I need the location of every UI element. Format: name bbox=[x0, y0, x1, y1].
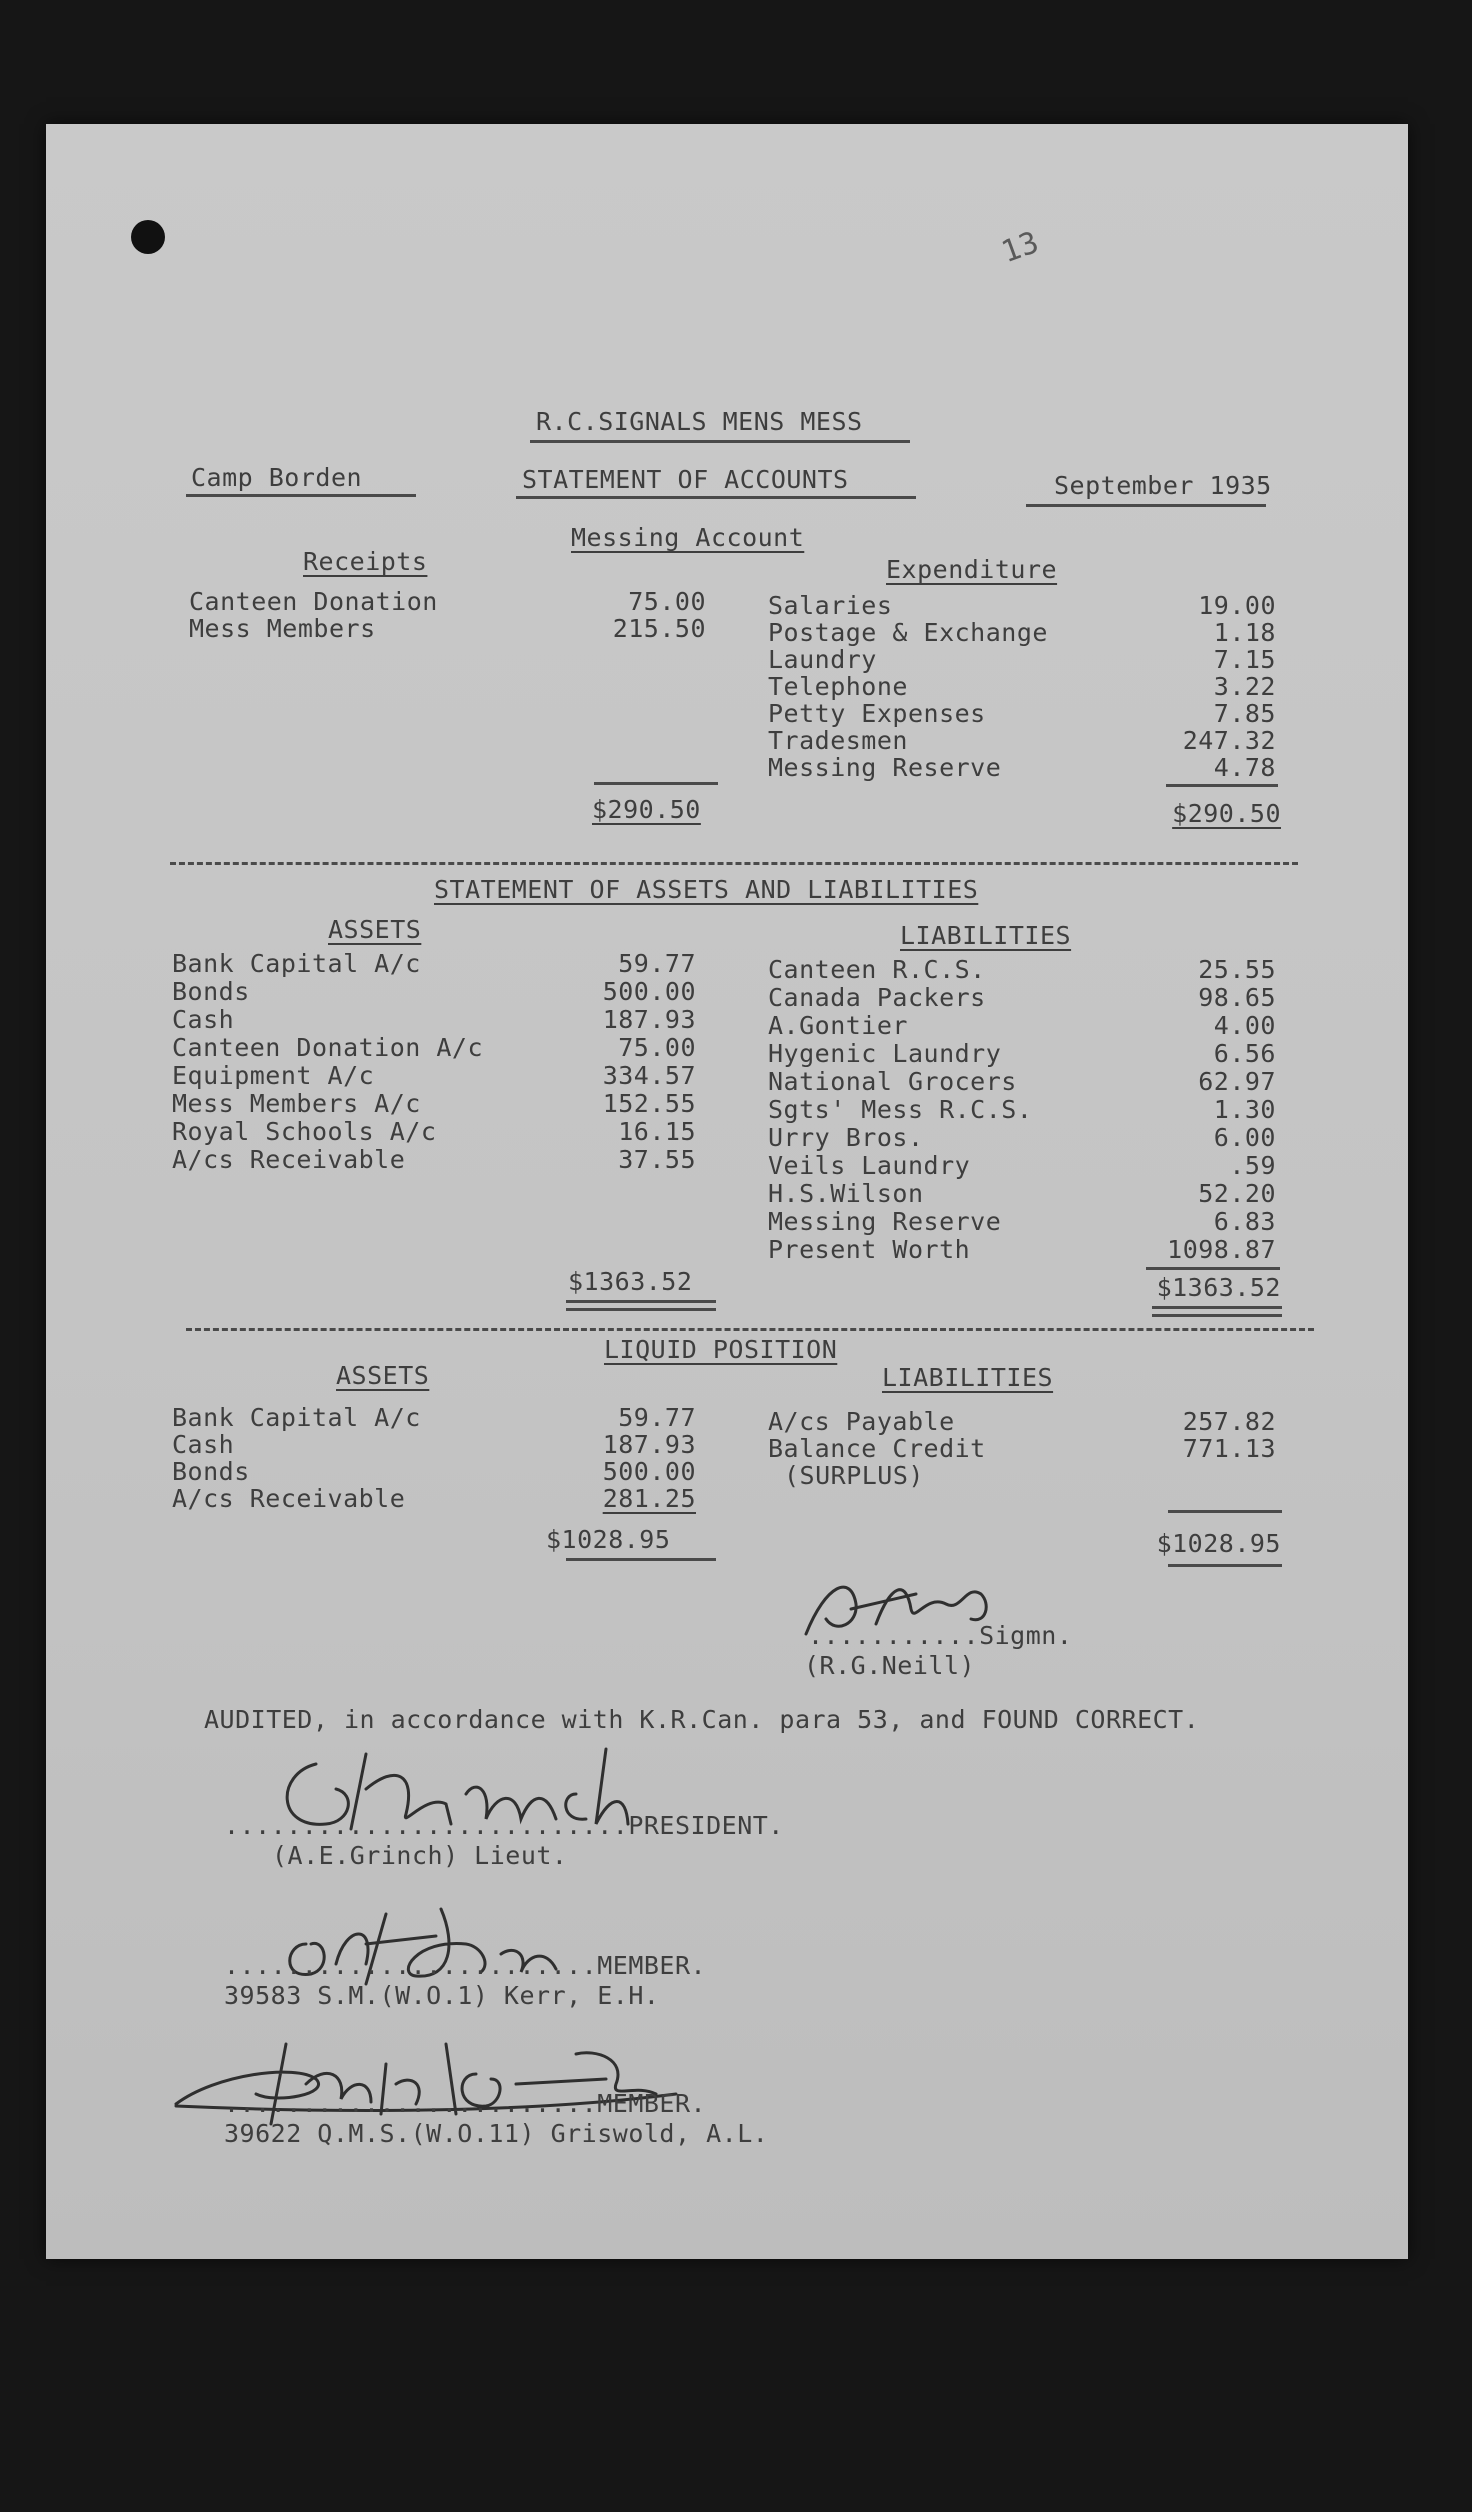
liability-amount: 6.56 bbox=[1213, 1039, 1276, 1068]
total-rule bbox=[594, 782, 718, 785]
liability-amount: 6.83 bbox=[1213, 1207, 1276, 1236]
asset-label: Bonds bbox=[172, 977, 250, 1006]
liquid-asset-label: Bonds bbox=[172, 1457, 250, 1486]
document-date: September 1935 bbox=[1054, 471, 1272, 500]
expenditure-amount: 19.00 bbox=[1198, 591, 1276, 620]
liquid-liability-amount: 771.13 bbox=[1182, 1434, 1276, 1463]
expenditure-label: Laundry bbox=[768, 645, 877, 674]
liquid-asset-amount: 500.00 bbox=[602, 1457, 696, 1486]
liability-amount: 6.00 bbox=[1213, 1123, 1276, 1152]
expenditure-label: Telephone bbox=[768, 672, 908, 701]
audit-statement: AUDITED, in accordance with K.R.Can. para 53, and FOUND CORRECT. bbox=[204, 1705, 1200, 1734]
asset-label: A/cs Receivable bbox=[172, 1145, 406, 1174]
expenditure-amount: 1.18 bbox=[1213, 618, 1276, 647]
liquid-liabilities-total: $1028.95 bbox=[1156, 1529, 1281, 1558]
messing-heading: Messing Account bbox=[571, 523, 805, 552]
liability-label: A.Gontier bbox=[768, 1011, 908, 1040]
receipt-amount: 215.50 bbox=[612, 614, 706, 643]
liquid-liability-label: A/cs Payable bbox=[768, 1407, 955, 1436]
member1-name: 39583 S.M.(W.O.1) Kerr, E.H. bbox=[224, 1981, 660, 2010]
total-rule bbox=[1146, 1267, 1280, 1270]
asset-label: Bank Capital A/c bbox=[172, 949, 421, 978]
expenditure-amount: 7.85 bbox=[1213, 699, 1276, 728]
liquid-asset-label: Cash bbox=[172, 1430, 235, 1459]
liquid-asset-amount: 187.93 bbox=[602, 1430, 696, 1459]
expenditure-heading: Expenditure bbox=[886, 555, 1058, 584]
margin-mark: 13 bbox=[996, 224, 1044, 271]
president-line: ..........................PRESIDENT. bbox=[224, 1811, 784, 1840]
total-double-rule bbox=[1152, 1314, 1282, 1317]
surplus-note: (SURPLUS) bbox=[784, 1461, 924, 1490]
liability-amount: 25.55 bbox=[1198, 955, 1276, 984]
title-underline bbox=[530, 440, 910, 443]
liability-label: Urry Bros. bbox=[768, 1123, 924, 1152]
asset-amount: 16.15 bbox=[618, 1117, 696, 1146]
liquid-assets-heading: ASSETS bbox=[336, 1361, 430, 1390]
member2-name: 39622 Q.M.S.(W.O.11) Griswold, A.L. bbox=[224, 2119, 769, 2148]
total-double-rule bbox=[566, 1308, 716, 1311]
liability-label: Messing Reserve bbox=[768, 1207, 1002, 1236]
document-subtitle: STATEMENT OF ACCOUNTS bbox=[522, 465, 849, 494]
asset-amount: 75.00 bbox=[618, 1033, 696, 1062]
liability-amount: 1.30 bbox=[1213, 1095, 1276, 1124]
liability-label: Present Worth bbox=[768, 1235, 971, 1264]
total-double-rule bbox=[1152, 1306, 1282, 1309]
liquid-assets-total: $1028.95 bbox=[546, 1525, 671, 1554]
asset-amount: 334.57 bbox=[602, 1061, 696, 1090]
liability-amount: 1098.87 bbox=[1167, 1235, 1276, 1264]
liquid-liability-label: Balance Credit bbox=[768, 1434, 986, 1463]
punch-hole bbox=[131, 220, 165, 254]
asset-label: Equipment A/c bbox=[172, 1061, 375, 1090]
total-double-rule bbox=[566, 1300, 716, 1303]
section-divider bbox=[170, 862, 1298, 865]
asset-amount: 152.55 bbox=[602, 1089, 696, 1118]
expenditure-amount: 4.78 bbox=[1213, 753, 1276, 782]
document-page bbox=[46, 124, 1408, 2259]
total-rule bbox=[566, 1558, 716, 1561]
expenditure-label: Salaries bbox=[768, 591, 893, 620]
liability-label: H.S.Wilson bbox=[768, 1179, 924, 1208]
expenditure-label: Petty Expenses bbox=[768, 699, 986, 728]
expenditure-amount: 247.32 bbox=[1182, 726, 1276, 755]
receipt-amount: 75.00 bbox=[628, 587, 706, 616]
total-rule bbox=[1168, 1564, 1282, 1567]
expenditure-label: Postage & Exchange bbox=[768, 618, 1048, 647]
liquid-asset-label: A/cs Receivable bbox=[172, 1484, 406, 1513]
liabilities-total: $1363.52 bbox=[1156, 1273, 1281, 1302]
liability-amount: .59 bbox=[1229, 1151, 1276, 1180]
liability-amount: 52.20 bbox=[1198, 1179, 1276, 1208]
document-title: R.C.SIGNALS MENS MESS bbox=[536, 407, 863, 436]
total-rule bbox=[1168, 1510, 1282, 1513]
liability-label: Canteen R.C.S. bbox=[768, 955, 986, 984]
asset-label: Royal Schools A/c bbox=[172, 1117, 437, 1146]
receipts-total: $290.50 bbox=[592, 795, 701, 824]
liability-amount: 98.65 bbox=[1198, 983, 1276, 1012]
subtitle-underline bbox=[516, 496, 916, 499]
liquid-liabilities-heading: LIABILITIES bbox=[882, 1363, 1054, 1392]
receipts-heading: Receipts bbox=[303, 547, 428, 576]
asset-amount: 187.93 bbox=[602, 1005, 696, 1034]
liquid-asset-amount: 281.25 bbox=[602, 1484, 696, 1513]
assets-liabilities-heading: STATEMENT OF ASSETS AND LIABILITIES bbox=[434, 875, 979, 904]
date-underline bbox=[1026, 504, 1266, 507]
liquid-asset-label: Bank Capital A/c bbox=[172, 1403, 421, 1432]
asset-label: Mess Members A/c bbox=[172, 1089, 421, 1118]
liability-amount: 62.97 bbox=[1198, 1067, 1276, 1096]
assets-heading: ASSETS bbox=[328, 915, 422, 944]
section-divider bbox=[186, 1328, 1314, 1331]
liability-label: Veils Laundry bbox=[768, 1151, 971, 1180]
asset-label: Canteen Donation A/c bbox=[172, 1033, 484, 1062]
liquid-liability-amount: 257.82 bbox=[1182, 1407, 1276, 1436]
liquid-asset-amount: 59.77 bbox=[618, 1403, 696, 1432]
location: Camp Borden bbox=[191, 463, 363, 492]
liability-label: National Grocers bbox=[768, 1067, 1017, 1096]
liabilities-heading: LIABILITIES bbox=[900, 921, 1072, 950]
receipt-label: Canteen Donation bbox=[189, 587, 438, 616]
member2-line: ........................MEMBER. bbox=[224, 2089, 707, 2118]
receipt-label: Mess Members bbox=[189, 614, 376, 643]
liability-label: Hygenic Laundry bbox=[768, 1039, 1002, 1068]
president-name: (A.E.Grinch) Lieut. bbox=[272, 1841, 568, 1870]
expenditure-label: Messing Reserve bbox=[768, 753, 1002, 782]
expenditure-amount: 3.22 bbox=[1213, 672, 1276, 701]
asset-amount: 59.77 bbox=[618, 949, 696, 978]
signer-line: ...........Sigmn. bbox=[808, 1621, 1073, 1650]
liquid-heading: LIQUID POSITION bbox=[604, 1335, 838, 1364]
location-underline bbox=[186, 494, 416, 497]
liability-label: Sgts' Mess R.C.S. bbox=[768, 1095, 1033, 1124]
asset-amount: 500.00 bbox=[602, 977, 696, 1006]
liability-label: Canada Packers bbox=[768, 983, 986, 1012]
expenditure-amount: 7.15 bbox=[1213, 645, 1276, 674]
signer-name: (R.G.Neill) bbox=[804, 1651, 976, 1680]
asset-label: Cash bbox=[172, 1005, 235, 1034]
liability-amount: 4.00 bbox=[1213, 1011, 1276, 1040]
total-rule bbox=[1166, 784, 1278, 787]
assets-total: $1363.52 bbox=[568, 1267, 693, 1296]
asset-amount: 37.55 bbox=[618, 1145, 696, 1174]
expenditure-total: $290.50 bbox=[1172, 799, 1281, 828]
member1-line: ........................MEMBER. bbox=[224, 1951, 707, 1980]
expenditure-label: Tradesmen bbox=[768, 726, 908, 755]
